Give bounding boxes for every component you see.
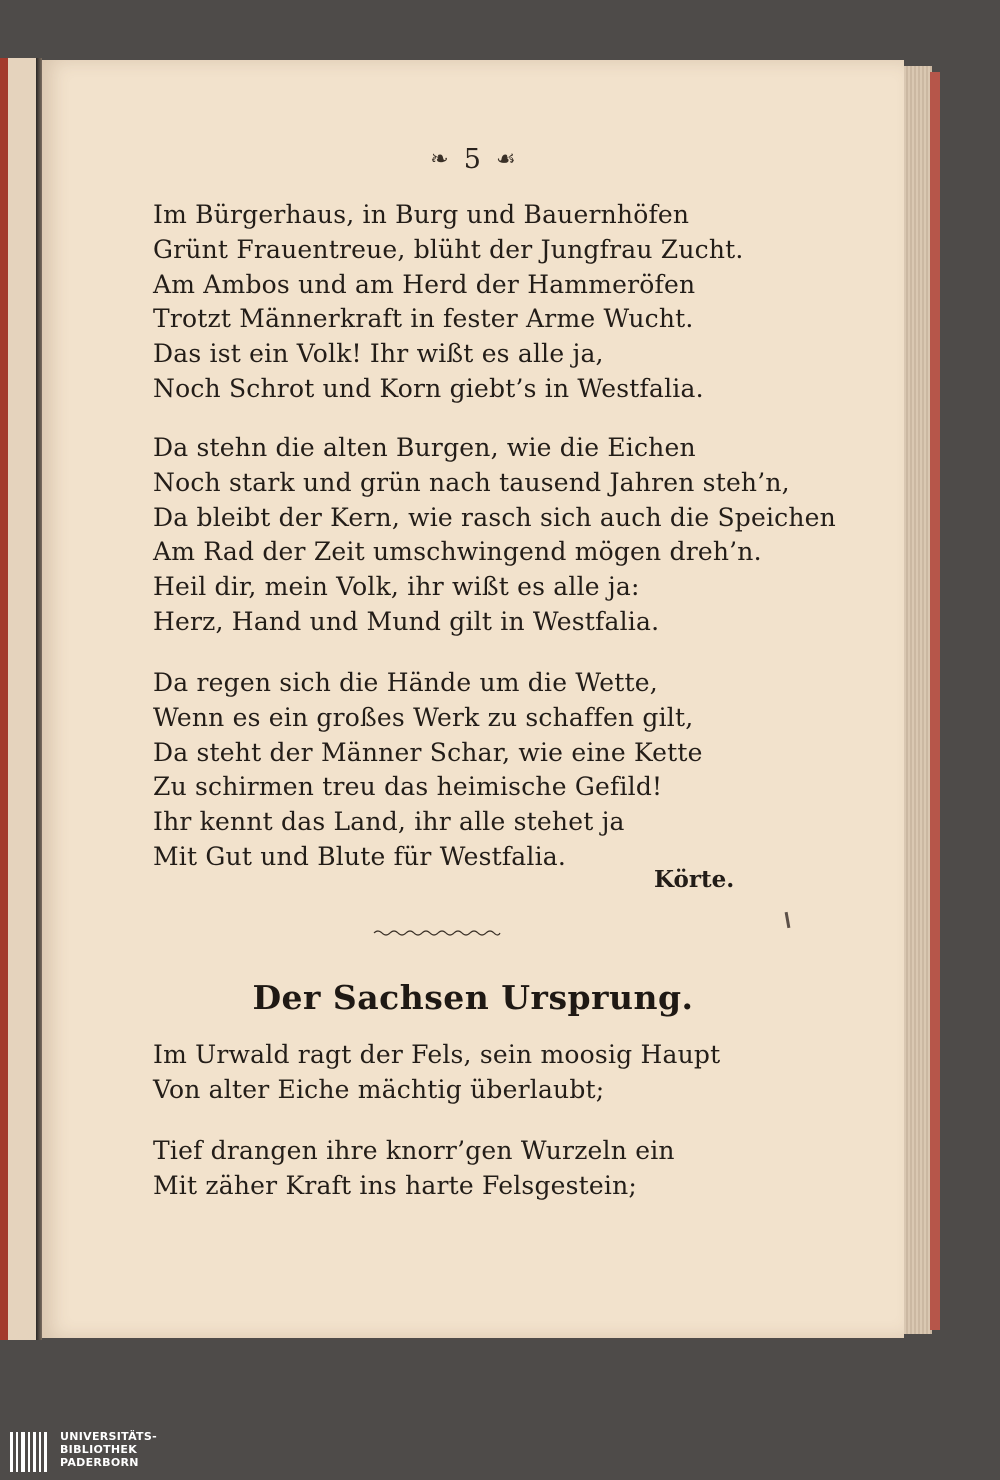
- poem-line: Noch stark und grün nach tausend Jahren steh’n,: [153, 467, 790, 497]
- poem-line: Heil dir, mein Volk, ihr wißt es alle ja:: [153, 572, 640, 602]
- poem-stanza-3: [153, 666, 703, 875]
- ornament-left-icon: ❧: [430, 147, 449, 172]
- poem-line: Da regen sich die Hände um die Wette,: [153, 668, 658, 697]
- poem-line: Am Ambos und am Herd der Hammeröfen: [153, 269, 696, 299]
- logo-line: BIBLIOTHEK: [60, 1443, 138, 1456]
- poem-line: Von alter Eiche mächtig überlaubt;: [153, 1074, 605, 1104]
- page-header: [42, 144, 904, 175]
- poem-line: Im Bürgerhaus, in Burg und Bauernhöfen: [153, 200, 690, 229]
- poem-line: Mit zäher Kraft ins harte Felsgestein;: [153, 1170, 638, 1200]
- poem-author: Körte.: [654, 866, 735, 893]
- book-page: [42, 60, 904, 1338]
- page-stack-edge: [904, 66, 932, 1334]
- page-number: 5: [463, 144, 481, 175]
- left-page-red-edge: [0, 58, 8, 1340]
- poem-line: Das ist ein Volk! Ihr wißt es alle ja,: [153, 339, 604, 369]
- poem-line: Ihr kennt das Land, ihr alle stehet ja: [153, 807, 625, 837]
- poem-line: Grünt Frauentreue, blüht der Jungfrau Zucht.: [153, 234, 744, 264]
- library-logo-icon: [8, 1430, 52, 1474]
- page-red-edge: [930, 72, 940, 1330]
- poem-line: Trotzt Männerkraft in fester Arme Wucht.: [153, 304, 694, 334]
- poem-line: Da steht der Männer Schar, wie eine Kette: [153, 737, 703, 767]
- poem-line: Da bleibt der Kern, wie rasch sich auch die Speichen: [153, 502, 836, 532]
- wavy-divider: [372, 928, 502, 938]
- poem-line: Wenn es ein großes Werk zu schaffen gilt,: [153, 702, 694, 732]
- section-title: Der Sachsen Ursprung.: [252, 978, 694, 1017]
- poem-line: Herz, Hand und Mund gilt in Westfalia.: [153, 606, 660, 636]
- poem-line: Da stehn die alten Burgen, wie die Eichen: [153, 433, 696, 462]
- poem-line: Zu schirmen treu das heimische Gefild!: [153, 772, 663, 802]
- poem-stanza-2: [153, 431, 836, 640]
- logo-line: UNIVERSITÄTS-: [60, 1430, 157, 1443]
- ink-mark: [785, 912, 791, 928]
- poem-line: Am Rad der Zeit umschwingend mögen dreh’n.: [153, 537, 762, 567]
- poem-line: Im Urwald ragt der Fels, sein moosig Haupt: [153, 1040, 721, 1069]
- poem2-stanza-2: [153, 1134, 675, 1204]
- poem-stanza-1: [153, 198, 744, 407]
- library-logo-text: [60, 1430, 157, 1469]
- library-logo: [8, 1428, 168, 1478]
- poem2-stanza-1: [153, 1038, 720, 1108]
- logo-line: PADERBORN: [60, 1456, 139, 1469]
- poem-line: Noch Schrot und Korn giebt’s in Westfalia.: [153, 373, 704, 403]
- poem-line: Tief drangen ihre knorr’gen Wurzeln ein: [153, 1136, 675, 1165]
- poem-line: Mit Gut und Blute für Westfalia.: [153, 841, 567, 871]
- ornament-right-icon: ☙: [496, 147, 516, 172]
